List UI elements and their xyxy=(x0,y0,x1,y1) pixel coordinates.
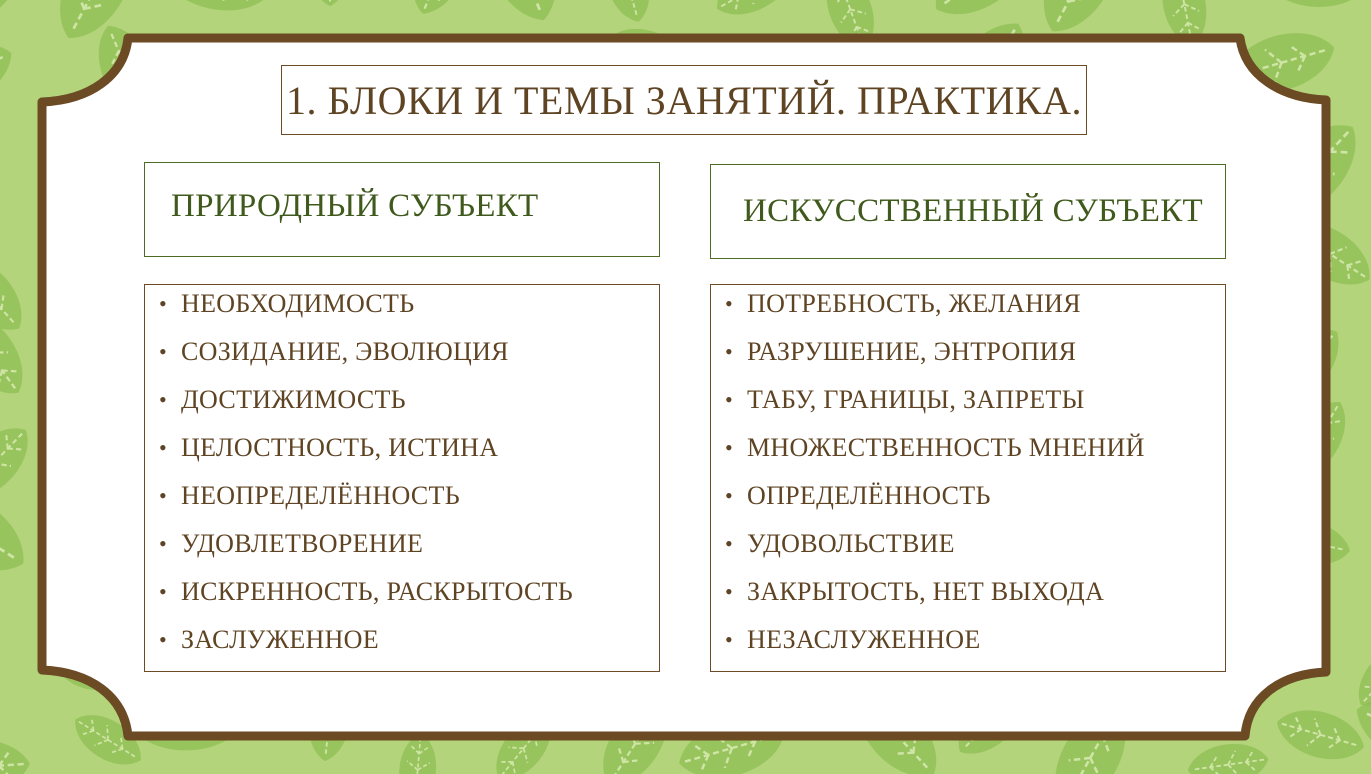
list-item: • ОПРЕДЕЛЁННОСТЬ xyxy=(711,481,991,511)
bullet-icon: • xyxy=(724,339,733,364)
bullet-icon: • xyxy=(158,291,167,316)
bullet-icon: • xyxy=(724,483,733,508)
bullet-icon: • xyxy=(158,531,167,556)
list-item: • НЕОБХОДИМОСТЬ xyxy=(145,289,414,319)
natural-subject-list xyxy=(144,284,660,672)
artificial-subject-list xyxy=(710,284,1226,672)
slide-title-text: 1. БЛОКИ И ТЕМЫ ЗАНЯТИЙ. ПРАКТИКА. xyxy=(286,77,1082,123)
bullet-icon: • xyxy=(158,627,167,652)
slide-title xyxy=(281,65,1087,135)
natural-subject-heading: ПРИРОДНЫЙ СУБЪЕКТ xyxy=(171,188,539,224)
list-item: • ИСКРЕННОСТЬ, РАСКРЫТОСТЬ xyxy=(145,577,573,607)
bullet-icon: • xyxy=(158,579,167,604)
bullet-icon: • xyxy=(724,531,733,556)
bullet-icon: • xyxy=(158,339,167,364)
list-item: • РАЗРУШЕНИЕ, ЭНТРОПИЯ xyxy=(711,337,1076,367)
list-item: • НЕЗАСЛУЖЕННОЕ xyxy=(711,625,981,655)
bullet-icon: • xyxy=(158,387,167,412)
artificial-subject-heading: ИСКУССТВЕННЫЙ СУБЪЕКТ xyxy=(743,193,1203,229)
list-item: • УДОВЛЕТВОРЕНИЕ xyxy=(145,529,423,559)
list-item: • ЦЕЛОСТНОСТЬ, ИСТИНА xyxy=(145,433,498,463)
natural-subject-heading-box xyxy=(144,162,660,257)
artificial-subject-heading-box xyxy=(710,164,1226,259)
bullet-icon: • xyxy=(724,435,733,460)
bullet-icon: • xyxy=(724,291,733,316)
bullet-icon: • xyxy=(724,579,733,604)
list-item: • ПОТРЕБНОСТЬ, ЖЕЛАНИЯ xyxy=(711,289,1081,319)
list-item: • ЗАКРЫТОСТЬ, НЕТ ВЫХОДА xyxy=(711,577,1104,607)
list-item: • НЕОПРЕДЕЛЁННОСТЬ xyxy=(145,481,460,511)
bullet-icon: • xyxy=(724,387,733,412)
list-item: • ЗАСЛУЖЕННОЕ xyxy=(145,625,379,655)
list-item: • ДОСТИЖИМОСТЬ xyxy=(145,385,406,415)
list-item: • УДОВОЛЬСТВИЕ xyxy=(711,529,955,559)
list-item: • МНОЖЕСТВЕННОСТЬ МНЕНИЙ xyxy=(711,433,1145,463)
list-item: • ТАБУ, ГРАНИЦЫ, ЗАПРЕТЫ xyxy=(711,385,1085,415)
bullet-icon: • xyxy=(724,627,733,652)
bullet-icon: • xyxy=(158,435,167,460)
bullet-icon: • xyxy=(158,483,167,508)
list-item: • СОЗИДАНИЕ, ЭВОЛЮЦИЯ xyxy=(145,337,509,367)
